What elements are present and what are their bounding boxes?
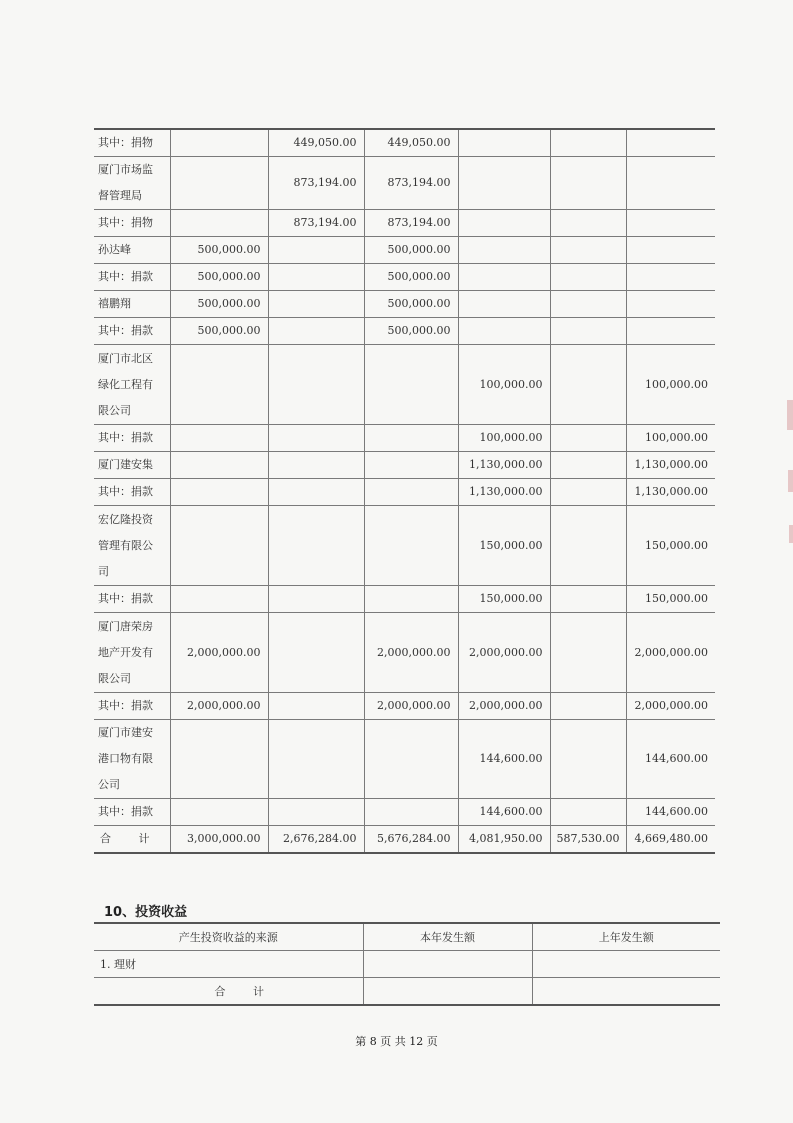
amount-cell	[364, 720, 458, 799]
amount-cell: 100,000.00	[626, 425, 715, 452]
amount-cell: 500,000.00	[170, 264, 268, 291]
amount-cell: 150,000.00	[626, 586, 715, 613]
donor-name-cell: 孙达峰	[94, 237, 170, 264]
donor-name-cell: 厦门唐荣房地产开发有限公司	[94, 613, 170, 693]
donation-table-body	[94, 129, 715, 853]
amount-cell: 500,000.00	[170, 291, 268, 318]
amount-cell: 100,000.00	[458, 345, 550, 425]
investment-row	[94, 951, 720, 978]
amount-cell	[550, 210, 626, 237]
amount-cell	[268, 345, 364, 425]
donor-name-cell: 其中：捐款	[94, 693, 170, 720]
investment-header-row	[94, 923, 720, 951]
total-row	[94, 826, 715, 854]
amount-cell	[626, 157, 715, 210]
header-previous-year: 上年发生额	[532, 923, 720, 951]
table-row	[94, 452, 715, 479]
amount-cell	[550, 157, 626, 210]
table-row	[94, 237, 715, 264]
amount-cell	[550, 586, 626, 613]
table-row	[94, 129, 715, 157]
donor-name-cell: 其中：捐物	[94, 210, 170, 237]
donor-name-cell: 其中：捐款	[94, 264, 170, 291]
amount-cell: 449,050.00	[268, 129, 364, 157]
amount-cell: 500,000.00	[170, 318, 268, 345]
amount-cell	[550, 425, 626, 452]
amount-cell	[268, 799, 364, 826]
amount-cell	[268, 264, 364, 291]
amount-cell	[268, 506, 364, 586]
amount-cell	[550, 129, 626, 157]
donor-name-cell: 其中：捐款	[94, 479, 170, 506]
amount-cell	[626, 129, 715, 157]
amount-cell	[364, 345, 458, 425]
amount-cell: 2,000,000.00	[170, 693, 268, 720]
table-row	[94, 318, 715, 345]
amount-cell: 150,000.00	[458, 506, 550, 586]
header-current-year: 本年发生额	[363, 923, 532, 951]
investment-total-label: 合 计	[94, 978, 363, 1006]
donation-table	[94, 128, 715, 854]
table-row	[94, 210, 715, 237]
amount-cell	[170, 452, 268, 479]
total-amount-cell: 4,081,950.00	[458, 826, 550, 854]
investment-current-cell	[363, 951, 532, 978]
total-amount-cell: 4,669,480.00	[626, 826, 715, 854]
amount-cell	[170, 586, 268, 613]
amount-cell: 500,000.00	[364, 237, 458, 264]
amount-cell: 500,000.00	[364, 264, 458, 291]
total-amount-cell: 5,676,284.00	[364, 826, 458, 854]
table-row	[94, 345, 715, 425]
amount-cell	[458, 157, 550, 210]
amount-cell: 2,000,000.00	[170, 613, 268, 693]
table-row	[94, 479, 715, 506]
table-row	[94, 586, 715, 613]
amount-cell	[268, 425, 364, 452]
table-row	[94, 264, 715, 291]
scan-edge-mark	[789, 525, 793, 543]
amount-cell	[458, 237, 550, 264]
total-label: 合 计	[94, 826, 170, 854]
donor-name-cell: 其中：捐款	[94, 799, 170, 826]
total-amount-cell: 587,530.00	[550, 826, 626, 854]
amount-cell	[170, 479, 268, 506]
amount-cell: 500,000.00	[364, 318, 458, 345]
amount-cell: 1,130,000.00	[626, 479, 715, 506]
page-footer: 第 8 页 共 12 页	[355, 1035, 438, 1048]
investment-table	[94, 922, 720, 1006]
amount-cell	[170, 506, 268, 586]
donor-name-cell: 厦门建安集	[94, 452, 170, 479]
investment-total-previous	[532, 978, 720, 1006]
total-amount-cell: 2,676,284.00	[268, 826, 364, 854]
table-row	[94, 157, 715, 210]
amount-cell: 144,600.00	[458, 720, 550, 799]
amount-cell	[364, 425, 458, 452]
amount-cell: 150,000.00	[458, 586, 550, 613]
amount-cell	[268, 318, 364, 345]
investment-previous-cell	[532, 951, 720, 978]
amount-cell	[170, 210, 268, 237]
table-row	[94, 613, 715, 693]
amount-cell	[550, 799, 626, 826]
amount-cell	[550, 613, 626, 693]
amount-cell	[550, 479, 626, 506]
amount-cell: 873,194.00	[364, 157, 458, 210]
amount-cell	[550, 452, 626, 479]
amount-cell	[170, 129, 268, 157]
amount-cell	[364, 479, 458, 506]
amount-cell: 2,000,000.00	[364, 613, 458, 693]
donor-name-cell: 其中：捐物	[94, 129, 170, 157]
amount-cell: 1,130,000.00	[458, 479, 550, 506]
amount-cell	[626, 237, 715, 264]
amount-cell	[170, 157, 268, 210]
amount-cell	[550, 291, 626, 318]
amount-cell: 449,050.00	[364, 129, 458, 157]
table-row	[94, 693, 715, 720]
amount-cell	[268, 452, 364, 479]
table-row	[94, 291, 715, 318]
amount-cell	[550, 720, 626, 799]
header-source: 产生投资收益的来源	[94, 923, 363, 951]
table-row	[94, 720, 715, 799]
amount-cell	[364, 506, 458, 586]
amount-cell: 1,130,000.00	[458, 452, 550, 479]
amount-cell	[268, 720, 364, 799]
donor-name-cell: 其中：捐款	[94, 586, 170, 613]
amount-cell: 100,000.00	[458, 425, 550, 452]
amount-cell: 873,194.00	[268, 210, 364, 237]
amount-cell	[170, 720, 268, 799]
scan-edge-mark	[788, 470, 793, 492]
donor-name-cell: 宏亿隆投资管理有限公司	[94, 506, 170, 586]
total-amount-cell: 3,000,000.00	[170, 826, 268, 854]
amount-cell: 2,000,000.00	[626, 693, 715, 720]
amount-cell	[458, 264, 550, 291]
amount-cell	[268, 479, 364, 506]
amount-cell: 144,600.00	[626, 720, 715, 799]
amount-cell	[626, 264, 715, 291]
amount-cell: 150,000.00	[626, 506, 715, 586]
amount-cell	[550, 345, 626, 425]
amount-cell: 873,194.00	[364, 210, 458, 237]
amount-cell: 2,000,000.00	[458, 613, 550, 693]
amount-cell: 500,000.00	[364, 291, 458, 318]
donor-name-cell: 禧鹏翔	[94, 291, 170, 318]
donor-name-cell: 其中：捐款	[94, 425, 170, 452]
donor-name-cell: 厦门市北区绿化工程有限公司	[94, 345, 170, 425]
donor-name-cell: 厦门市场监督管理局	[94, 157, 170, 210]
amount-cell	[626, 291, 715, 318]
amount-cell	[170, 799, 268, 826]
amount-cell	[626, 210, 715, 237]
scan-edge-mark	[787, 400, 793, 430]
donor-name-cell: 其中：捐款	[94, 318, 170, 345]
amount-cell: 2,000,000.00	[364, 693, 458, 720]
amount-cell: 144,600.00	[626, 799, 715, 826]
amount-cell	[170, 345, 268, 425]
amount-cell	[550, 318, 626, 345]
amount-cell	[458, 129, 550, 157]
amount-cell	[626, 318, 715, 345]
table-row	[94, 425, 715, 452]
section-title-investment: 10、投资收益	[104, 905, 188, 920]
amount-cell: 144,600.00	[458, 799, 550, 826]
amount-cell	[458, 291, 550, 318]
amount-cell	[268, 613, 364, 693]
amount-cell	[364, 799, 458, 826]
amount-cell	[268, 291, 364, 318]
amount-cell: 500,000.00	[170, 237, 268, 264]
amount-cell	[550, 237, 626, 264]
donor-name-cell: 厦门市建安港口物有限公司	[94, 720, 170, 799]
table-row	[94, 799, 715, 826]
amount-cell	[364, 586, 458, 613]
amount-cell	[458, 318, 550, 345]
amount-cell	[268, 586, 364, 613]
investment-total-current	[363, 978, 532, 1006]
investment-source-cell: 1. 理财	[94, 951, 363, 978]
amount-cell	[458, 210, 550, 237]
amount-cell: 2,000,000.00	[458, 693, 550, 720]
amount-cell	[268, 237, 364, 264]
amount-cell: 1,130,000.00	[626, 452, 715, 479]
amount-cell	[550, 506, 626, 586]
amount-cell	[364, 452, 458, 479]
amount-cell: 873,194.00	[268, 157, 364, 210]
table-row	[94, 506, 715, 586]
investment-total-row	[94, 978, 720, 1006]
amount-cell	[550, 693, 626, 720]
amount-cell	[170, 425, 268, 452]
amount-cell	[268, 693, 364, 720]
amount-cell	[550, 264, 626, 291]
amount-cell: 100,000.00	[626, 345, 715, 425]
amount-cell: 2,000,000.00	[626, 613, 715, 693]
